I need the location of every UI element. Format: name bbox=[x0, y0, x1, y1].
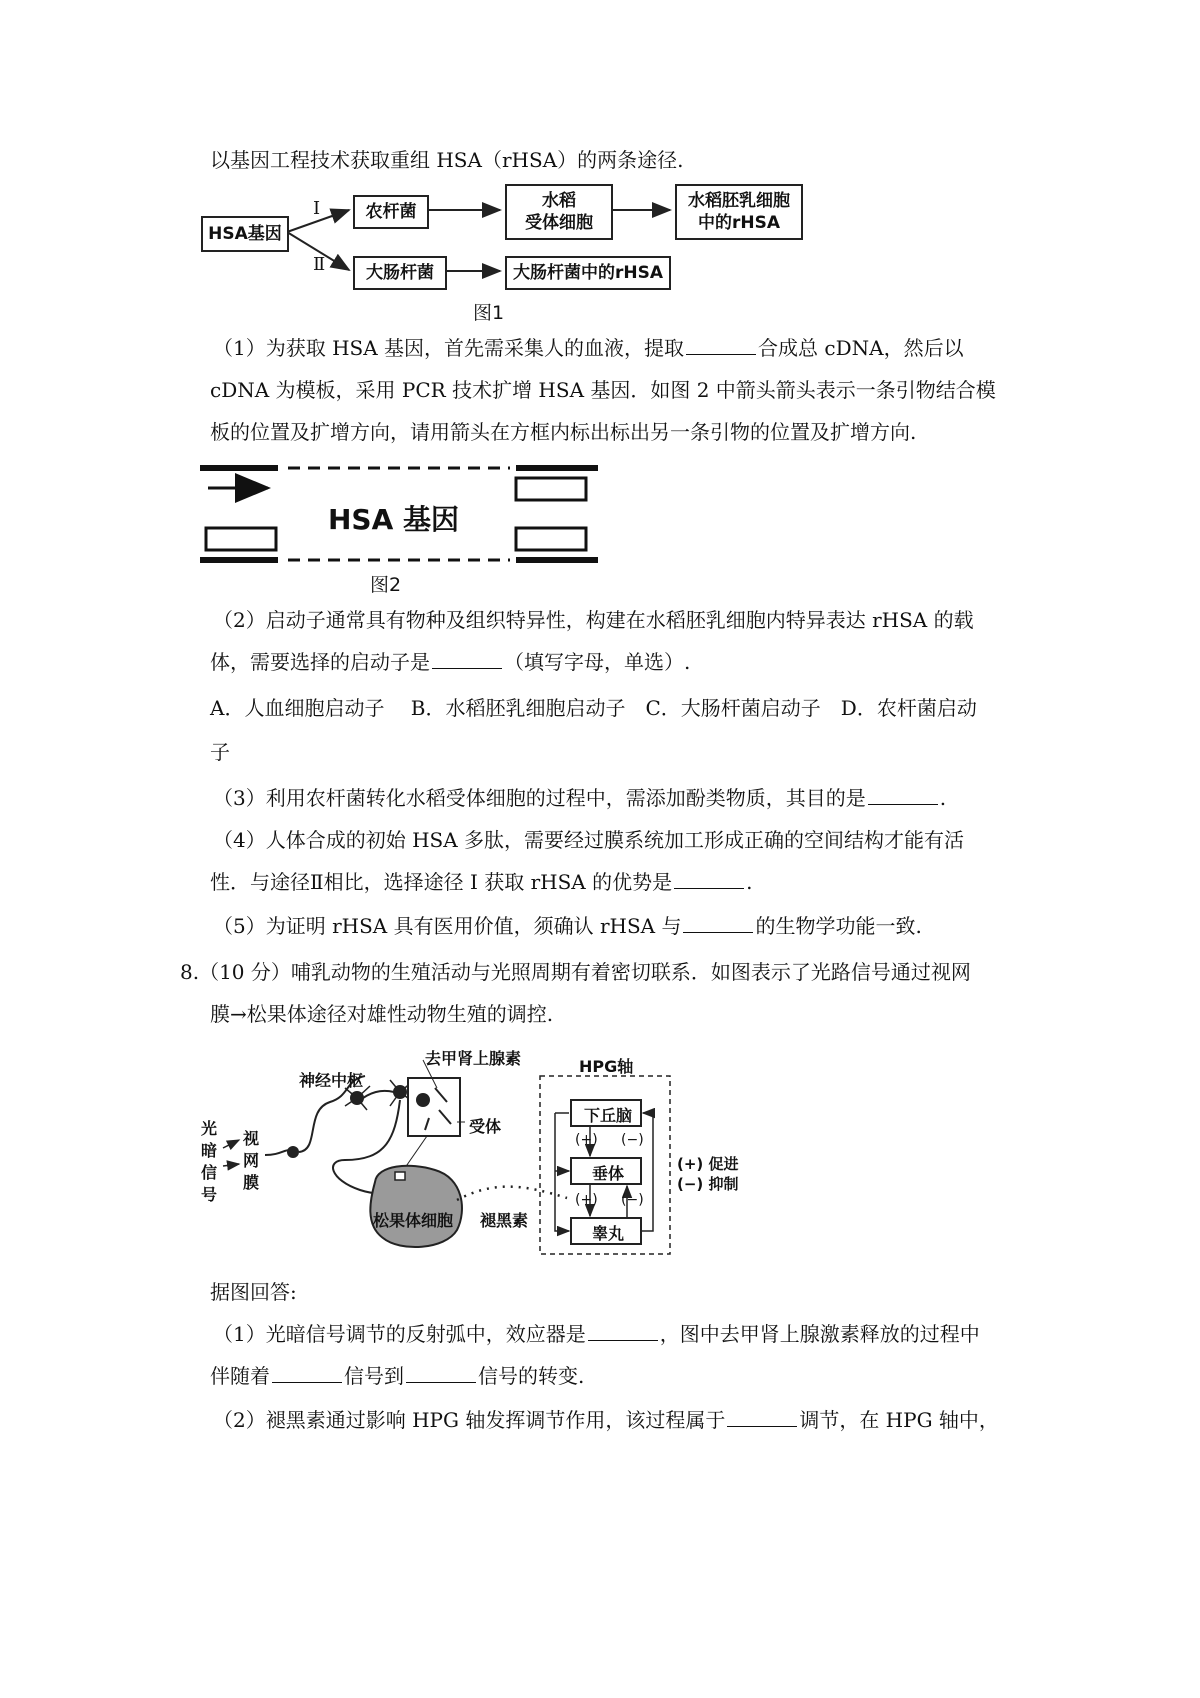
receptor-label: 受体 bbox=[469, 1117, 502, 1136]
minus-label-2: (−) bbox=[621, 1192, 644, 1208]
answer-blank[interactable] bbox=[674, 870, 744, 889]
rice-receptor-cell-box bbox=[505, 184, 613, 240]
q8-2-text-b: 调节，在 HPG 轴中， bbox=[799, 1408, 999, 1432]
figure-2-caption: 图2 bbox=[370, 574, 402, 596]
answer-blank[interactable] bbox=[868, 786, 938, 805]
answer-blank[interactable] bbox=[588, 1322, 658, 1341]
figure-3 bbox=[195, 1040, 755, 1260]
retina-char: 视 bbox=[243, 1129, 260, 1148]
light-signal-char: 光 bbox=[201, 1119, 218, 1138]
q2-text-a: 体，需要选择的启动子是 bbox=[210, 650, 430, 674]
figure-1-caption: 图1 bbox=[473, 302, 505, 324]
q4-text-a: 性．与途径Ⅱ相比，选择途径 I 获取 rHSA 的优势是 bbox=[210, 870, 673, 894]
norepinephrine-label: 去甲肾上腺素 bbox=[425, 1049, 522, 1068]
plus-label-1: (+) bbox=[575, 1132, 598, 1148]
answer-blank[interactable] bbox=[406, 1364, 476, 1383]
retina-char: 网 bbox=[243, 1151, 260, 1170]
q2-options-wrap: 子 bbox=[210, 740, 230, 764]
answer-blank[interactable] bbox=[683, 914, 753, 933]
rice-cell-line2: 受体细胞 bbox=[525, 213, 593, 233]
legend bbox=[677, 1154, 739, 1194]
rice-result-line1: 水稻胚乳细胞 bbox=[688, 191, 790, 211]
q5-text-b: 的生物学功能一致. bbox=[755, 914, 922, 938]
q8-1-text-a: （1）光暗信号调节的反射弧中，效应器是 bbox=[213, 1322, 586, 1346]
q4-line1: （4）人体合成的初始 HSA 多肽，需要经过膜系统加工形成正确的空间结构才能有活 bbox=[213, 828, 965, 852]
q3-line1 bbox=[213, 784, 946, 812]
q5-text-a: （5）为证明 rHSA 具有医用价值，须确认 rHSA 与 bbox=[213, 914, 682, 938]
q2-line1: （2）启动子通常具有物种及组织特异性，构建在水稻胚乳细胞内特异表达 rHSA 的载 bbox=[213, 608, 974, 632]
q8-line1: 8.（10 分）哺乳动物的生殖活动与光照周期有着密切联系．如图表示了光路信号通过视网 bbox=[180, 960, 971, 984]
light-signal-char: 信 bbox=[201, 1163, 218, 1182]
route-1-label: Ⅰ bbox=[313, 198, 321, 219]
retina-label bbox=[243, 1128, 259, 1194]
hsa-gene-label: HSA 基因 bbox=[328, 503, 460, 536]
pituitary-label: 垂体 bbox=[591, 1164, 624, 1183]
q1-line1 bbox=[213, 334, 964, 362]
hsa-gene-box: HSA基因 bbox=[201, 216, 289, 252]
answer-blank[interactable] bbox=[727, 1408, 797, 1427]
light-signal-label bbox=[201, 1118, 217, 1206]
retina-char: 膜 bbox=[243, 1173, 260, 1192]
ecoli-box: 大肠杆菌 bbox=[353, 256, 447, 290]
q8-1-text-d: 信号到 bbox=[344, 1364, 404, 1388]
q2-line2 bbox=[210, 648, 690, 676]
answer-blank[interactable] bbox=[432, 650, 502, 669]
legend-inhibit: (−) 抑制 bbox=[677, 1175, 739, 1193]
q8-1-line2 bbox=[210, 1362, 584, 1390]
q2-options: A．人血细胞启动子 B．水稻胚乳细胞启动子 C．大肠杆菌启动子 D．农杆菌启动 bbox=[210, 696, 977, 720]
q8-2-text-a: （2）褪黑素通过影响 HPG 轴发挥调节作用，该过程属于 bbox=[213, 1408, 726, 1432]
hpg-axis-label: HPG轴 bbox=[579, 1057, 634, 1076]
q8-2-line1 bbox=[213, 1406, 999, 1434]
figure-1 bbox=[195, 180, 825, 330]
q5-line1 bbox=[213, 912, 922, 940]
q3-text-a: （3）利用农杆菌转化水稻受体细胞的过程中，需添加酚类物质，其目的是 bbox=[213, 786, 866, 810]
plus-label-2: (+) bbox=[575, 1192, 598, 1208]
testis-label: 睾丸 bbox=[591, 1224, 624, 1243]
intro-text: 以基因工程技术获取重组 HSA（rHSA）的两条途径. bbox=[210, 148, 684, 172]
route-2-label: Ⅱ bbox=[313, 254, 326, 275]
figure-3-diagram bbox=[195, 1040, 755, 1260]
melatonin-label: 褪黑素 bbox=[480, 1211, 529, 1230]
ecoli-rhsa-box: 大肠杆菌中的rHSA bbox=[505, 256, 671, 290]
agrobacterium-box: 农杆菌 bbox=[353, 195, 429, 229]
answer-blank[interactable] bbox=[686, 336, 756, 355]
rice-endosperm-rhsa-box bbox=[675, 184, 803, 240]
q1-text-a: （1）为获取 HSA 基因，首先需采集人的血液，提取 bbox=[213, 336, 685, 360]
legend-promote: (+) 促进 bbox=[677, 1155, 739, 1173]
q1-text-b: 合成总 cDNA，然后以 bbox=[758, 336, 964, 360]
q8-1-text-b: ，图中去甲肾上腺激素释放的过程中 bbox=[659, 1322, 980, 1346]
q8-line2: 膜→松果体途径对雄性动物生殖的调控. bbox=[210, 1002, 554, 1026]
rice-result-line2: 中的rHSA bbox=[697, 213, 780, 233]
answer-blank[interactable] bbox=[272, 1364, 342, 1383]
q1-line2: cDNA 为模板，采用 PCR 技术扩增 HSA 基因．如图 2 中箭头箭头表示一条引物结合模 bbox=[210, 378, 996, 402]
q1-line3: 板的位置及扩增方向，请用箭头在方框内标出标出另一条引物的位置及扩增方向. bbox=[210, 420, 917, 444]
light-signal-char: 暗 bbox=[201, 1141, 218, 1160]
q4-text-b: . bbox=[746, 870, 753, 894]
light-signal-char: 号 bbox=[201, 1185, 218, 1204]
answer-intro: 据图回答: bbox=[210, 1280, 297, 1304]
q8-1-text-c: 伴随着 bbox=[210, 1364, 270, 1388]
q4-line2 bbox=[210, 868, 752, 896]
figure-2 bbox=[200, 458, 620, 598]
minus-label-1: (−) bbox=[621, 1132, 644, 1148]
q8-1-line1 bbox=[213, 1320, 980, 1348]
hypothalamus-label: 下丘脑 bbox=[583, 1106, 632, 1125]
pineal-cell-label: 松果体细胞 bbox=[373, 1211, 454, 1230]
rice-cell-line1: 水稻 bbox=[542, 191, 576, 211]
q3-text-b: . bbox=[939, 786, 947, 810]
nerve-center-label: 神经中枢 bbox=[299, 1071, 364, 1090]
q2-text-b: （填写字母，单选）. bbox=[504, 650, 691, 674]
q8-1-text-e: 信号的转变. bbox=[478, 1364, 585, 1388]
